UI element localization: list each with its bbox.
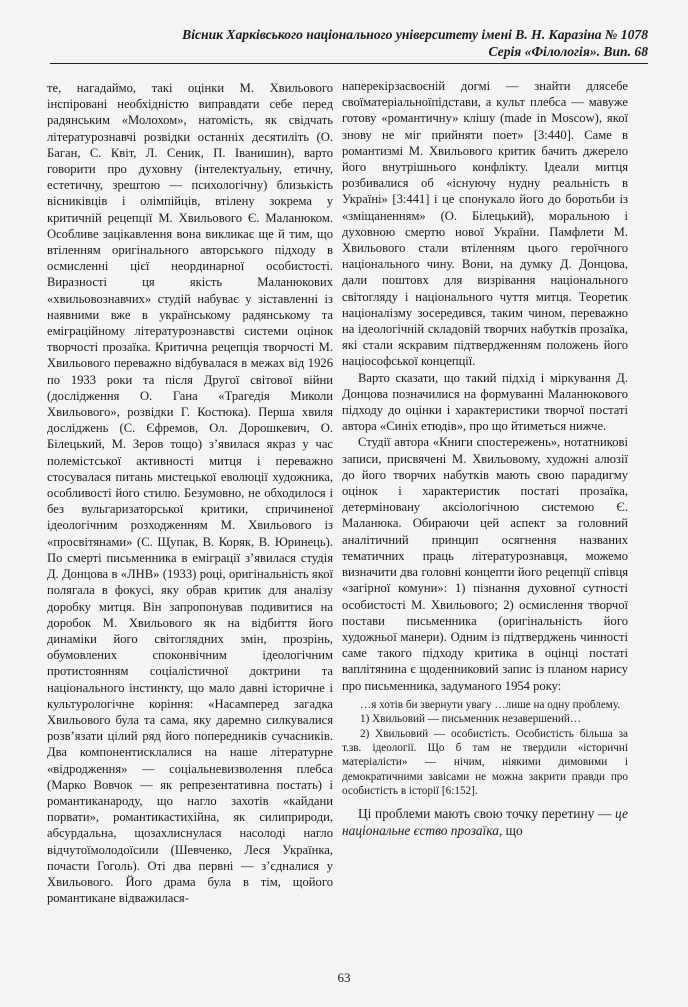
quote-line-2: 1) Хвильовий — письменник незавершений… bbox=[360, 713, 582, 726]
page-number: 63 bbox=[337, 970, 351, 985]
closing-tail: , що bbox=[498, 822, 523, 838]
diary-quote bbox=[342, 698, 628, 799]
quote-line-3: 2) Хвильовий — особистість. Особистість більша за т.зв. ідеології. Що б там не твердили «історичні матеріалісти» — нічим, ніякими димовими і демократичними завісами не можна закрити правди про особистість в історії [6:152]. bbox=[342, 727, 628, 798]
closing-emphasis: це національне єство прозаїка bbox=[342, 805, 628, 838]
right-paragraph-2: Варто сказати, що такий підхід і міркування Д. Донцова позначилися на формуванні Маланюкового підходу до оцінки і характеристики творчої постаті автора «Синіх етюдів», про що йтиметься нижче. bbox=[342, 370, 628, 434]
header-rule bbox=[50, 63, 648, 64]
running-header bbox=[50, 26, 648, 64]
right-column bbox=[342, 78, 628, 839]
journal-title: Вісник Харківського національного університету імені В. Н. Каразіна № 1078 bbox=[182, 27, 648, 42]
closing-text: Ці проблеми мають свою точку перетину — bbox=[358, 805, 616, 821]
closing-paragraph bbox=[342, 805, 628, 839]
right-paragraph-3: Студії автора «Книги спостережень», нотатникові записи, присвячені М. Хвильовому, художні алюзії до його творчих набутків мають свою парадигму оцінок і характеристик постаті прозаїка, детерміновану аксіологічною системою Є. Маланюка. Обираючи цей аспект за головний аналітичний принцип осягнення названих тематичних праць літературознавця, можемо визначити два головні концепти його рецепції співця «загірної комуни»: 1) пізнання духовної сутності особистості М. Хвильового; 2) осмислення творчої постави письменника (оригінальність його художньої манери). Одним із підтверджень чинності саме такого підходу критика в оцінці постаті ваплітянина є щоденниковий запис із планом нарису про письменника, задуманого 1954 року: bbox=[342, 435, 628, 693]
right-paragraph-1: наперекірзасвоєній догмі — знайти длясебе своїматеріальноїпідстави, а культ плебса — мавуже готову «романтичну» клішу (made in Moscow), якої знову не міг прийняти поет» [3:440]. Саме в романтизмі М. Хвильового критик бачить джерело його внутрішнього конфлікту. Ідеали митця розбивалися об «існуючу нудну реальність в Україні» [3:441] і це спонукало його до боротьби із «зміщаненням» (О. Білецький), моральною і духовною смертю нової України. Памфлети М. Хвильового стали втіленням цього героїчного національного чину. Вони, на думку Д. Донцова, дали поштовх для визрівання національного світогляду і національного чуття митця. Теоретик націоналізму зосередився, таким чином, переважно на ідеологічній складовій творчих набутків прозаїка, які стали яскравим підтвердженням положень його націософської концепції. bbox=[342, 79, 628, 369]
quote-line-1: …я хотів би звернути увагу …лише на одну проблему. bbox=[360, 698, 621, 711]
left-paragraph-1: те, нагадаймо, такі оцінки М. Хвильового інспіровані необхідністю виправдати себе перед радянським «Молохом», натомість, як свідчать літературознавчі розвідки останніх десятиліть (О. Баган, С. Квіт, Л. Сеник, П. Іванишин), варто говорити про духовну (інтелектуальну, етичну, естетичну, зрештою — психологічну) близькість вісниківців і олімпійців, втілену зокрема у критичній рецепції М. Хвильового Є. Маланюком. Особливе зацікавлення вона викликає ще й тим, що втіленням оригінального авторського підходу в осмисленні цієї неординарної особистості. Виразності ця якість Маланюкових «хвильовознавчих» студій набуває у зіставленні із наявними вже в українському радянському та еміграційному літературознавстві системи оцінок творчості прозаїка. Критична рецепція творчості М. Хвильового переважно відбувалася в межах від 1926 по 1933 роки та після Другої світової війни (дослідження О. Гана «Трагедія Миколи Хвильового», розвідки Г. Костюка). Перша хвиля досліджень (С. Єфремов, Ол. Дорошкевич, О. Білецький, М. Зеров тощо) з’явилася якраз у час полемістської активності митця і переважно стосувалася питань мистецької еволюції художника, особливості його стилю. Безумовно, не обходилося і без вульгаризаторської критики, спричиненої ідеологічним розходженням М. Хвильового із «просвітянами» (С. Щупак, В. Коряк, В. Юринець). По смерті письменника в еміграції з’явилася студія Д. Донцова в «ЛНВ» (1933) році, оригінальність якої полягала в фокусі, яку обрав критик для аналізу доробку митця. Він запропонував подивитися на доробок М. Хвильового як на відбиття його динаміки його світоглядних змін, прозрінь, обумовлених споконвічним ідеологічним протистоянням соціалістичної доктрини та національного інстинкту, що мало давні історичне і культурологічне коріння: «Насамперед загадка Хвильового була та сама, яку даремно силкувалися розв’язати цілий ряд його попередників сучасників. Два компонентисклалися на наше літературне «відродження» — соціальневизволення плебса (Марко Вовчок — як репрезентативна постать) і романтиканароду, що нагло захотів «кайдани порвати», романтикастихійна, як силиприроди, абсурдальна, щозахлиснулася насолоді нагло відчутоїмолодоїсили (Шевченко, Леся Українка, почасти Гоголь). Оті два первні — з’єдналися у Хвильового. Його драма була в тім, щойого романтикане відважилася- bbox=[47, 81, 333, 906]
left-column bbox=[47, 80, 333, 906]
series-issue: Серія «Філологія». Вип. 68 bbox=[488, 44, 648, 59]
